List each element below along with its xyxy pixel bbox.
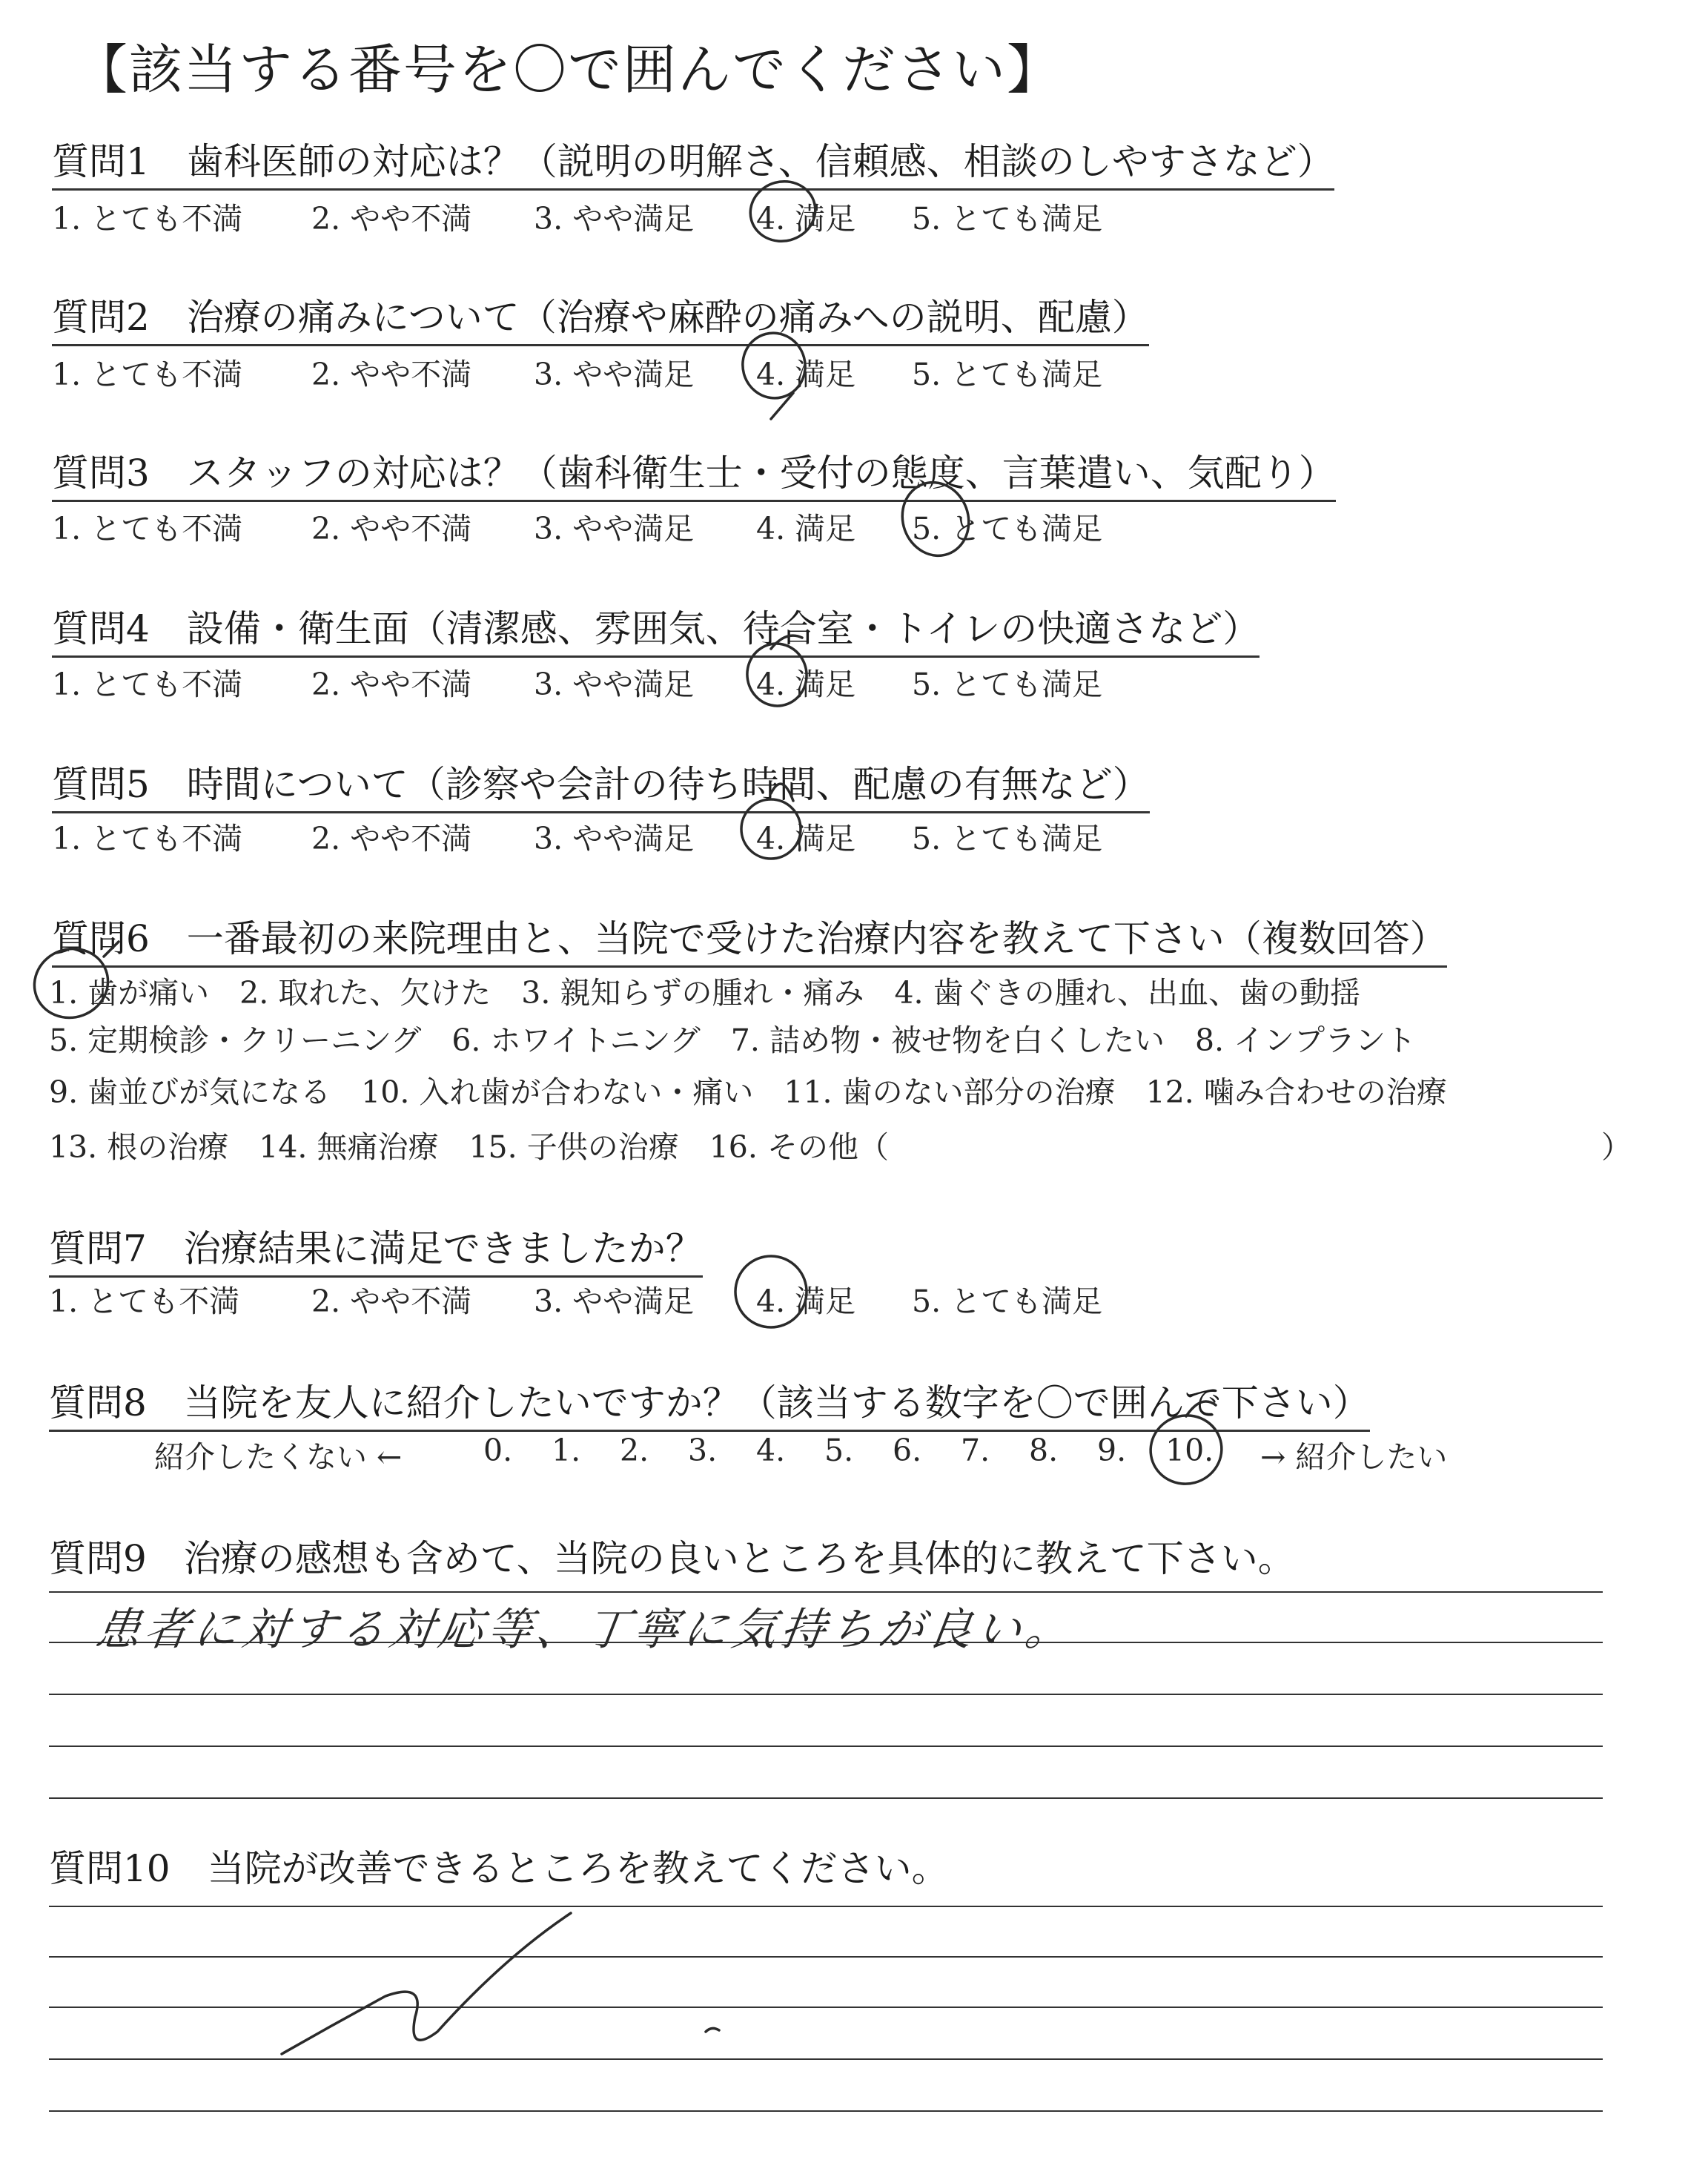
question-6-title: 質問6 一番最初の来院理由と、当院で受けた治療内容を教えて下さい（複数回答）	[52, 909, 1447, 968]
q1-option-2[interactable]: 2. やや不満	[311, 201, 472, 237]
q8-scale-right-label: → 紹介したい	[1260, 1439, 1448, 1475]
q2-circle-mark	[735, 326, 812, 406]
question-8-title: 質問8 当院を友人に紹介したいですか？（該当する数字を〇で囲んで下さい）	[49, 1373, 1370, 1432]
q1-option-1[interactable]: 1. とても不満	[52, 201, 243, 237]
q6-other-close-paren: ）	[1601, 1129, 1632, 1165]
q6-options-row-2[interactable]: 5. 定期検診・クリーニング 6. ホワイトニング 7. 詰め物・被せ物を白くしたい 8. インプラント	[49, 1023, 1417, 1058]
q8-scale-2[interactable]: 2.	[620, 1433, 649, 1468]
q8-scale-10[interactable]: 10.	[1165, 1433, 1214, 1468]
q4-circle-mark	[742, 639, 811, 711]
instruction-heading: 【該当する番号を〇で囲んでください】	[74, 39, 1062, 101]
q6-circle-mark	[24, 939, 117, 1028]
question-4-title: 質問4 設備・衛生面（清潔感、雰囲気、待合室・トイレの快適さなど）	[52, 599, 1260, 658]
q10-scribble-mark	[282, 1913, 571, 2054]
q6-options-row-4[interactable]: 13. 根の治療 14. 無痛治療 15. 子供の治療 16. その他（	[49, 1129, 889, 1165]
q3-option-3[interactable]: 3. やや満足	[534, 511, 695, 546]
q8-scale-0[interactable]: 0.	[483, 1433, 513, 1468]
q8-circle-tail	[1186, 1401, 1216, 1416]
q1-option-4[interactable]: 4. 満足	[756, 201, 856, 237]
q8-scale-4[interactable]: 4.	[756, 1433, 786, 1468]
q7-option-4[interactable]: 4. 満足	[756, 1284, 856, 1319]
q2-option-3[interactable]: 3. やや満足	[534, 357, 695, 392]
q4-option-3[interactable]: 3. やや満足	[534, 667, 695, 702]
q5-option-5[interactable]: 5. とても満足	[912, 821, 1103, 856]
q6-circle-tail	[104, 942, 119, 957]
q7-option-5[interactable]: 5. とても満足	[912, 1284, 1103, 1319]
q8-scale-6[interactable]: 6.	[893, 1433, 922, 1468]
q6-options-row-1[interactable]: 1. 歯が痛い 2. 取れた、欠けた 3. 親知らずの腫れ・痛み 4. 歯ぐきの腫れ、出血、歯の動揺	[49, 975, 1361, 1011]
q8-scale-7[interactable]: 7.	[961, 1433, 990, 1468]
q5-circle-mark	[741, 799, 801, 859]
question-5-title: 質問5 時間について（診察や会計の待ち時間、配慮の有無など）	[52, 755, 1150, 813]
q3-option-2[interactable]: 2. やや不満	[311, 511, 472, 546]
q4-option-5[interactable]: 5. とても満足	[912, 667, 1103, 702]
q10-stray-mark	[706, 2028, 719, 2032]
q4-option-4[interactable]: 4. 満足	[756, 667, 856, 702]
q8-scale-8[interactable]: 8.	[1029, 1433, 1059, 1468]
q8-scale-3[interactable]: 3.	[688, 1433, 718, 1468]
q8-circle-mark	[1143, 1407, 1230, 1492]
q1-option-5[interactable]: 5. とても満足	[912, 201, 1103, 237]
q7-option-1[interactable]: 1. とても不満	[49, 1284, 240, 1319]
q5-option-1[interactable]: 1. とても不満	[52, 821, 243, 856]
q3-circle-mark	[893, 473, 979, 565]
q2-option-1[interactable]: 1. とても不満	[52, 357, 243, 392]
question-1-title: 質問1 歯科医師の対応は？（説明の明解さ、信頼感、相談のしやすさなど）	[52, 132, 1334, 191]
q2-option-2[interactable]: 2. やや不満	[311, 357, 472, 392]
q8-scale-5[interactable]: 5.	[824, 1433, 854, 1468]
q1-option-3[interactable]: 3. やや満足	[534, 201, 695, 237]
q8-scale-left-label: 紹介したくない ←	[154, 1439, 403, 1475]
q8-scale-9[interactable]: 9.	[1097, 1433, 1127, 1468]
q3-option-5[interactable]: 5. とても満足	[912, 511, 1103, 546]
q5-option-2[interactable]: 2. やや不満	[311, 821, 472, 856]
question-3-title: 質問3 スタッフの対応は？（歯科衛生士・受付の態度、言葉遣い、気配り）	[52, 443, 1336, 502]
q7-circle-mark	[729, 1250, 812, 1332]
q5-option-3[interactable]: 3. やや満足	[534, 821, 695, 856]
q2-option-5[interactable]: 5. とても満足	[912, 357, 1103, 392]
q1-circle-mark	[744, 174, 822, 248]
q4-option-2[interactable]: 2. やや不満	[311, 667, 472, 702]
question-7-title: 質問7 治療結果に満足できましたか？	[49, 1219, 703, 1278]
question-2-title: 質問2 治療の痛みについて（治療や麻酔の痛みへの説明、配慮）	[52, 288, 1149, 346]
q9-handwritten-answer[interactable]: 患者に対する対応等、丁寧に気持ちが良い。	[92, 1604, 1079, 1656]
q5-option-4[interactable]: 4. 満足	[756, 821, 856, 856]
question-10-title: 質問10 当院が改善できるところを教えてください。	[49, 1847, 949, 1890]
q2-option-4[interactable]: 4. 満足	[756, 357, 856, 392]
q7-option-3[interactable]: 3. やや満足	[534, 1284, 695, 1319]
q4-option-1[interactable]: 1. とても不満	[52, 667, 243, 702]
q7-option-2[interactable]: 2. やや不満	[311, 1284, 472, 1319]
q3-option-1[interactable]: 1. とても不満	[52, 511, 243, 546]
q6-options-row-3[interactable]: 9. 歯並びが気になる 10. 入れ歯が合わない・痛い 11. 歯のない部分の治療 12. 噛み合わせの治療	[49, 1074, 1447, 1110]
q8-scale-1[interactable]: 1.	[552, 1433, 581, 1468]
q3-option-4[interactable]: 4. 満足	[756, 511, 856, 546]
question-9-title: 質問9 治療の感想も含めて、当院の良いところを具体的に教えて下さい。	[49, 1537, 1295, 1580]
